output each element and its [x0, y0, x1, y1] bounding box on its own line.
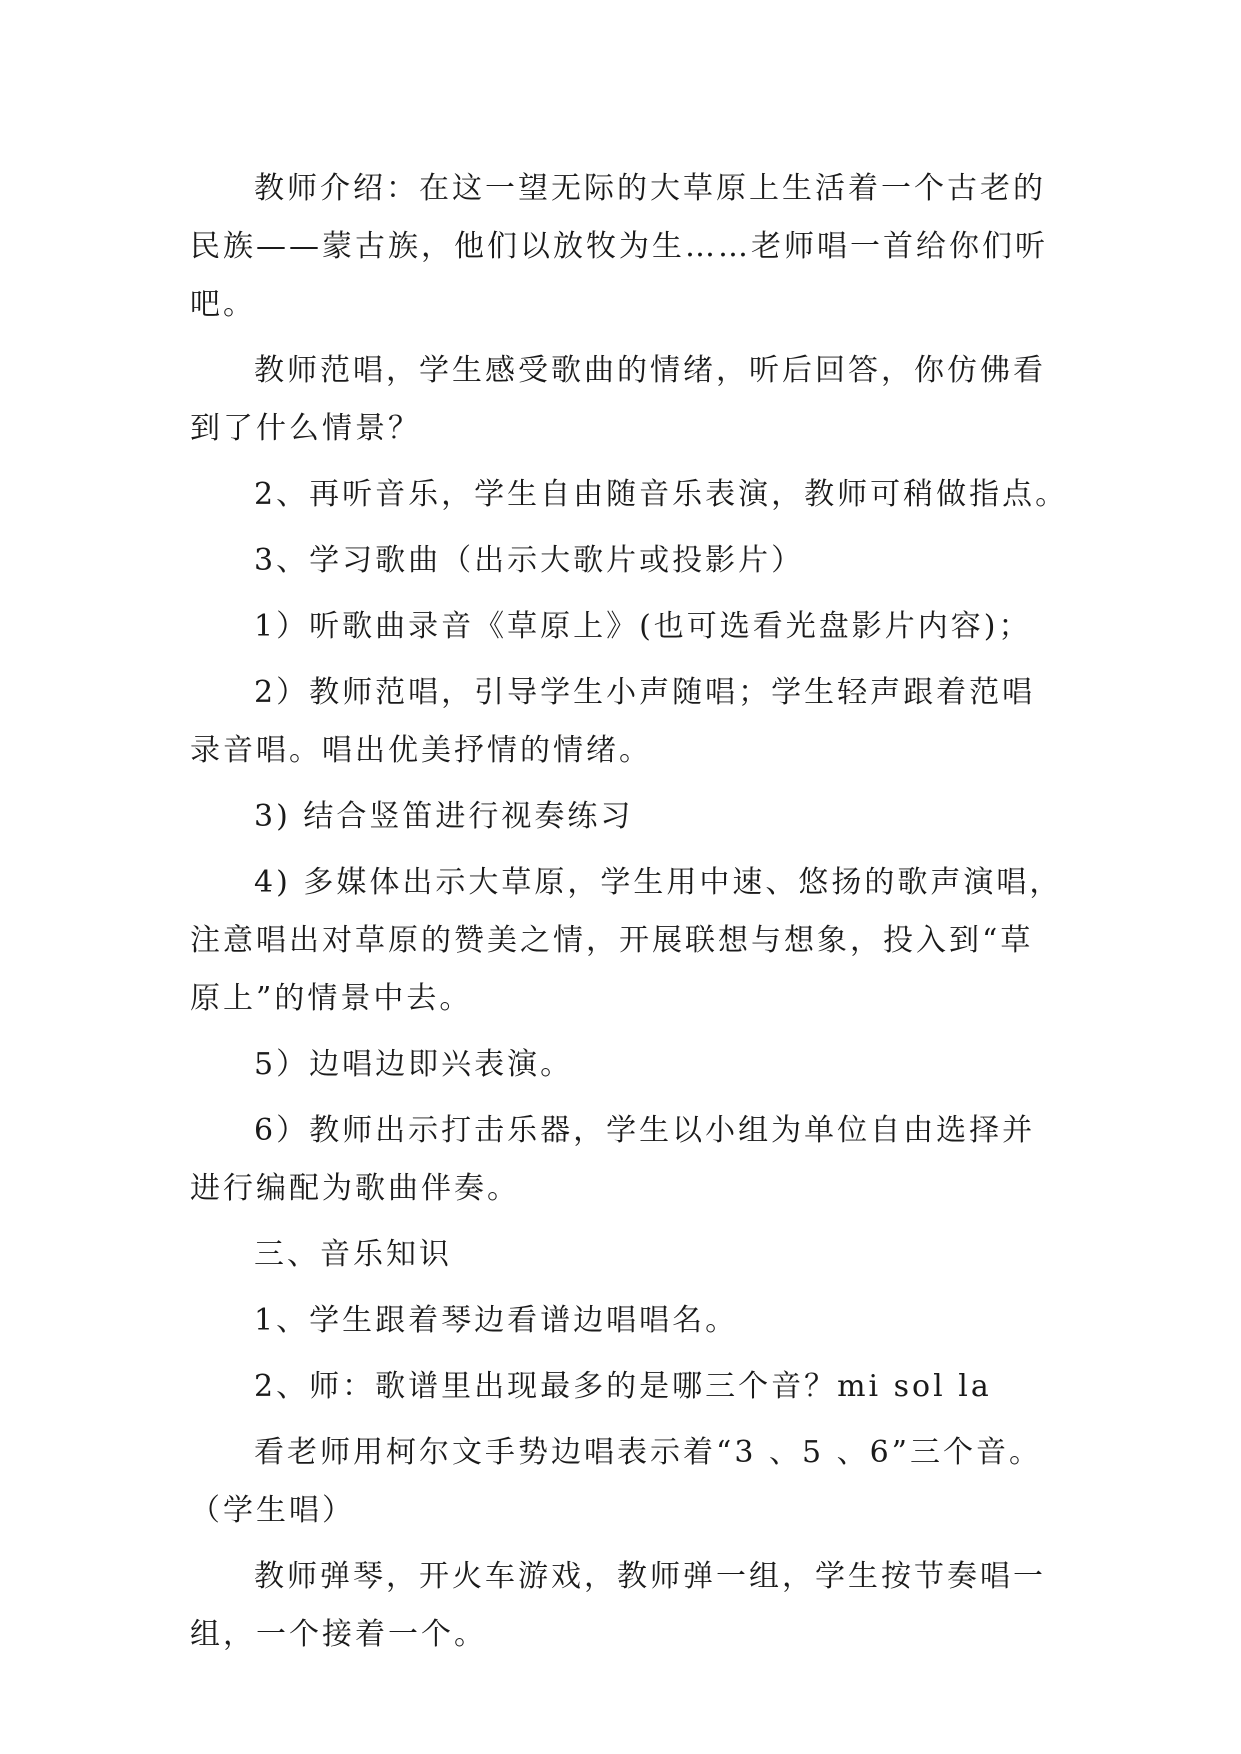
text-line: 5）边唱边即兴表演。 — [254, 1047, 574, 1082]
text-line: 进行编配为歌曲伴奏。 — [190, 1171, 520, 1206]
text-line: 6）教师出示打击乐器，学生以小组为单位自由选择并 — [254, 1113, 1036, 1148]
text-line: 原上”的情景中去。 — [190, 981, 473, 1016]
text-line: 注意唱出对草原的赞美之情，开展联想与想象，投入到“草 — [190, 923, 1034, 958]
text-line: 教师范唱，学生感受歌曲的情绪，听后回答，你仿佛看 — [254, 353, 1046, 388]
text-line: 1）听歌曲录音《草原上》(也可选看光盘影片内容)； — [254, 609, 1032, 644]
text-line: 1、学生跟着琴边看谱边唱唱名。 — [254, 1303, 739, 1338]
document-body — [190, 160, 1070, 1664]
text-line: 3) 结合竖笛进行视奏练习 — [254, 799, 634, 834]
text-line: 教师介绍：在这一望无际的大草原上生活着一个古老的 — [254, 171, 1046, 206]
text-line: 2、再听音乐，学生自由随音乐表演，教师可稍做指点。 — [254, 477, 1069, 512]
text-line: 组，一个接着一个。 — [190, 1617, 487, 1652]
text-line: 到了什么情景？ — [190, 411, 421, 446]
text-line: 三、音乐知识 — [254, 1237, 452, 1272]
text-line: 录音唱。唱出优美抒情的情绪。 — [190, 733, 652, 768]
text-line: （学生唱） — [190, 1493, 355, 1528]
text-line: 看老师用柯尔文手势边唱表示着“3 、5 、6”三个音。 — [254, 1435, 1043, 1470]
text-line: 2、师：歌谱里出现最多的是哪三个音？mi sol la — [254, 1369, 992, 1404]
text-line: 教师弹琴，开火车游戏，教师弹一组，学生按节奏唱一 — [254, 1559, 1046, 1594]
text-line: 3、学习歌曲（出示大歌片或投影片） — [254, 543, 805, 578]
text-line: 民族——蒙古族，他们以放牧为生……老师唱一首给你们听 — [190, 229, 1048, 264]
text-line: 吧。 — [190, 287, 256, 322]
text-line: 4) 多媒体出示大草原，学生用中速、悠扬的歌声演唱， — [254, 865, 1063, 900]
text-line: 2）教师范唱，引导学生小声随唱；学生轻声跟着范唱 — [254, 675, 1036, 710]
